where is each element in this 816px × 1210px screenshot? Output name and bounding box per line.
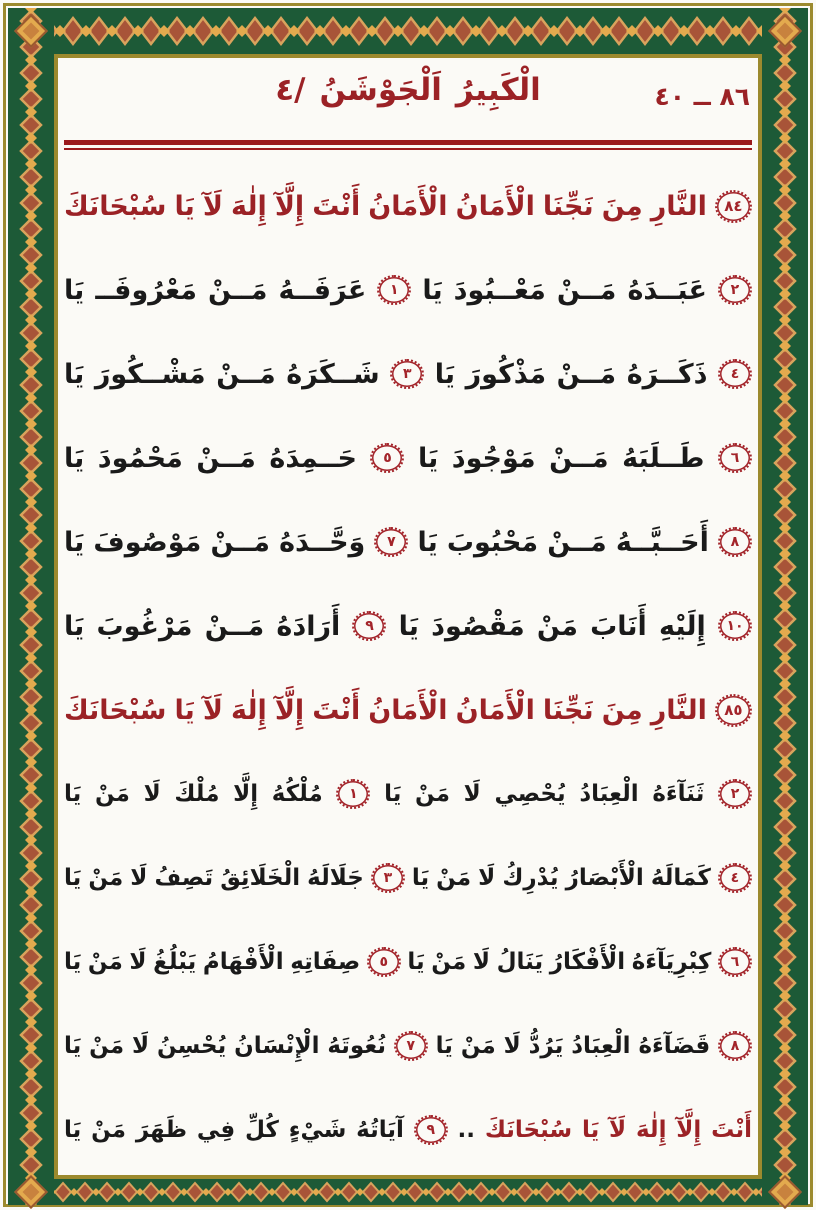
word: يَا: [417, 442, 439, 474]
verse-number-badge: ٩: [414, 1115, 448, 1145]
word: مَقْصُودَ: [431, 610, 525, 642]
page-range: ٨٦ ــ ٤٠: [654, 82, 750, 111]
word: يَا: [398, 610, 419, 642]
dua-line: [64, 416, 752, 500]
word: يَا: [64, 358, 85, 390]
word: إِلٰهَ: [230, 694, 267, 726]
word: صِفَاتِهِ: [290, 949, 361, 975]
dua-line: [64, 836, 752, 920]
word: شَــكَرَهُ: [286, 358, 380, 390]
word: الْأَمَانُ: [455, 190, 535, 222]
verse-number-badge: ٨٥: [715, 694, 752, 727]
dua-line: [64, 1004, 752, 1088]
word: لَا: [503, 1033, 521, 1059]
word: مَنْ: [94, 781, 130, 807]
word: الْخَلَائِقُ: [220, 865, 301, 891]
word: لَآ: [609, 1117, 627, 1143]
word: الْإِنْسَانُ: [234, 1033, 320, 1059]
word: إِلَّا: [233, 781, 259, 807]
word: مَنْ: [415, 781, 450, 807]
word: الْأَمَانُ: [368, 190, 448, 222]
word: طَــلَبَهُ: [622, 442, 705, 474]
word: مَــنْ: [556, 274, 617, 306]
word: مَنْ: [89, 1033, 125, 1059]
word: كِبْرِيَآءَهُ: [631, 949, 712, 975]
word: النَّارِ: [650, 694, 707, 726]
word: يَا: [64, 865, 82, 891]
word: مَعْرُوفَــ: [95, 274, 197, 306]
word: يُحْسِنُ: [156, 1033, 227, 1059]
word: مَنْ: [91, 1117, 127, 1143]
word: مَنْ: [460, 1033, 496, 1059]
word: كُلِّ: [244, 1117, 279, 1143]
word: لَا: [129, 949, 147, 975]
header-divider: [64, 140, 752, 150]
chapter-title: [64, 58, 752, 108]
word: مَنْ: [436, 865, 472, 891]
word: مَــنْ: [208, 274, 268, 306]
word: عَبَــدَهُ: [627, 274, 707, 306]
word: لَا: [472, 949, 490, 975]
verse-number-badge: ٣: [371, 863, 405, 893]
word: يَا: [64, 610, 85, 642]
border-band-right: [762, 8, 808, 1205]
word: ظَهَرَ: [135, 1117, 188, 1143]
verse-number-badge: ٩: [352, 611, 386, 641]
word: كَمَالَهُ: [650, 865, 711, 891]
verse-number-badge: ٤: [718, 359, 752, 389]
word: شَيْءٍ: [288, 1117, 347, 1143]
word: يَا: [422, 274, 443, 306]
word: إِلَّآ: [274, 190, 305, 222]
border-band-bottom: [8, 1179, 808, 1205]
word: أَنْتَ: [711, 1117, 752, 1143]
word: الْأَمَانُ: [368, 694, 448, 726]
dua-lines: [64, 164, 752, 1172]
diamond-chain-pattern: [8, 1179, 808, 1205]
word: مَشْــكُورَ: [94, 358, 206, 390]
dua-line: [64, 248, 752, 332]
word: أَنْتَ: [312, 190, 361, 222]
verse-number-badge: ٢: [718, 275, 752, 305]
word: مُلْكَ: [174, 781, 220, 807]
word: مَــنْ: [549, 442, 609, 474]
word: الْكَبِيرُ: [455, 72, 541, 108]
border-band-left: [8, 8, 54, 1205]
verse-number-badge: ٤: [718, 863, 752, 893]
dua-line: [64, 920, 752, 1004]
dua-line: [64, 752, 752, 836]
word: يَا: [64, 1117, 82, 1143]
chapter-title-words: [319, 72, 540, 108]
verse-number-badge: ٧: [394, 1031, 428, 1061]
word: مَــنْ: [547, 526, 607, 558]
word: إِلٰهَ: [635, 1117, 667, 1143]
word: مَحْبُوبَ: [446, 526, 539, 558]
dua-line: [64, 1088, 752, 1172]
word: ثَنَآءَهُ: [652, 781, 705, 807]
word: مَــنْ: [216, 358, 276, 390]
word: إِلٰهَ: [230, 190, 267, 222]
word: مَنْ: [87, 949, 123, 975]
word: مَذْكُورَ: [465, 358, 547, 390]
word: إِلَّآ: [676, 1117, 702, 1143]
word: أَحَــبَّــهُ: [615, 526, 709, 558]
word: إِلَّآ: [274, 694, 305, 726]
dua-line: [64, 668, 752, 752]
word: النَّارِ: [650, 190, 707, 222]
verse-number-badge: ٥: [370, 443, 404, 473]
word: أَرَادَهُ: [276, 610, 341, 642]
word: سُبْحَانَكَ: [64, 190, 167, 222]
word: مَحْمُودَ: [97, 442, 183, 474]
word: الْأَمَانُ: [455, 694, 535, 726]
word: لَآ: [202, 190, 223, 222]
word: الْعِبَادُ: [579, 781, 639, 807]
word: مَوْصُوفَ: [93, 526, 202, 558]
word: فِي: [196, 1117, 236, 1143]
word: لَا: [463, 781, 481, 807]
word: ذَكَــرَهُ: [626, 358, 708, 390]
word: مَــنْ: [556, 358, 617, 390]
word: يَا: [411, 865, 430, 891]
word: لَا: [130, 865, 148, 891]
word: لَا: [143, 781, 161, 807]
word: يَا: [64, 1033, 82, 1059]
verse-number-badge: ١٠: [718, 611, 752, 641]
word: مُلْكُهُ: [271, 781, 323, 807]
word: الْأَفْهَامُ: [202, 949, 284, 975]
word: يَا: [174, 190, 195, 222]
word: يَا: [64, 526, 85, 558]
page-header: [64, 58, 752, 138]
word: الْأَبْصَارُ: [565, 865, 644, 891]
verse-number-badge: ١: [377, 275, 411, 305]
word: لَا: [478, 865, 496, 891]
diamond-chain-pattern: [762, 8, 808, 1205]
word: وَحَّــدَهُ: [279, 526, 366, 558]
word: مِنَ: [601, 694, 643, 726]
word: يَا: [581, 1117, 600, 1143]
verse-number-badge: ٦: [718, 947, 752, 977]
word: سُبْحَانَكَ: [484, 1117, 573, 1143]
word: يَا: [434, 358, 456, 390]
dua-line: [64, 500, 752, 584]
word: مَنْ: [88, 865, 124, 891]
chapter-number: ٤/: [275, 72, 306, 108]
verse-number-badge: ٨٤: [715, 190, 752, 223]
diamond-chain-pattern: [8, 8, 808, 54]
word: مَرْغُوبَ: [96, 610, 193, 642]
verse-number-badge: ٣: [390, 359, 424, 389]
word: نَجِّنَا: [542, 190, 594, 222]
verse-number-badge: ٨: [718, 527, 752, 557]
word: يَا: [174, 694, 195, 726]
word: يَا: [435, 1033, 453, 1059]
dua-line: [64, 584, 752, 668]
word: ..: [457, 1117, 476, 1143]
word: الْأَفْكَارُ: [549, 949, 626, 975]
word: مَعْــبُودَ: [453, 274, 546, 306]
word: مَنْ: [431, 949, 467, 975]
word: تَصِفُ: [154, 865, 214, 891]
word: مِنَ: [601, 190, 643, 222]
dua-line: [64, 332, 752, 416]
word: مَــنْ: [196, 442, 256, 474]
verse-number-badge: ٥: [367, 947, 401, 977]
word: يَا: [64, 442, 85, 474]
verse-number-badge: ١: [336, 779, 370, 809]
word: أَنَابَ: [590, 610, 647, 642]
word: عَرَفَــهُ: [278, 274, 367, 306]
word: الْعِبَادُ: [571, 1033, 631, 1059]
word: لَا: [131, 1033, 150, 1059]
verse-number-badge: ٦: [718, 443, 752, 473]
word: لَآ: [202, 694, 223, 726]
word: يُحْصِي: [494, 781, 566, 807]
word: مَنْ: [536, 610, 578, 642]
word: سُبْحَانَكَ: [64, 694, 167, 726]
word: نَجِّنَا: [542, 694, 594, 726]
word: يَنَالُ: [496, 949, 544, 975]
dua-line: [64, 164, 752, 248]
word: اَلْجَوْشَنُ: [319, 72, 442, 108]
border-band-top: [8, 8, 808, 54]
word: نُعُوتَهُ: [327, 1033, 386, 1059]
word: مَــنْ: [204, 610, 265, 642]
verse-number-badge: ٨: [718, 1031, 752, 1061]
word: يُدْرِكُ: [502, 865, 559, 891]
diamond-chain-pattern: [8, 8, 54, 1205]
word: يَا: [64, 781, 82, 807]
word: يَا: [384, 781, 402, 807]
word: يَرُدُّ: [528, 1033, 564, 1059]
word: يَا: [64, 274, 85, 306]
word: أَنْتَ: [312, 694, 361, 726]
page-content: [58, 58, 758, 1175]
word: مَوْجُودَ: [451, 442, 536, 474]
word: يَبْلُغُ: [153, 949, 197, 975]
word: جَلَالَهُ: [307, 865, 364, 891]
word: حَــمِدَهُ: [269, 442, 357, 474]
word: يَا: [407, 949, 425, 975]
word: آيَاتُهُ: [356, 1117, 404, 1143]
word: يَا: [417, 526, 438, 558]
verse-number-badge: ٢: [718, 779, 752, 809]
word: إِلَيْهِ: [659, 610, 706, 642]
word: مَــنْ: [210, 526, 270, 558]
word: يَا: [64, 949, 82, 975]
verse-number-badge: ٧: [374, 527, 408, 557]
word: قَضَآءَهُ: [638, 1033, 711, 1059]
